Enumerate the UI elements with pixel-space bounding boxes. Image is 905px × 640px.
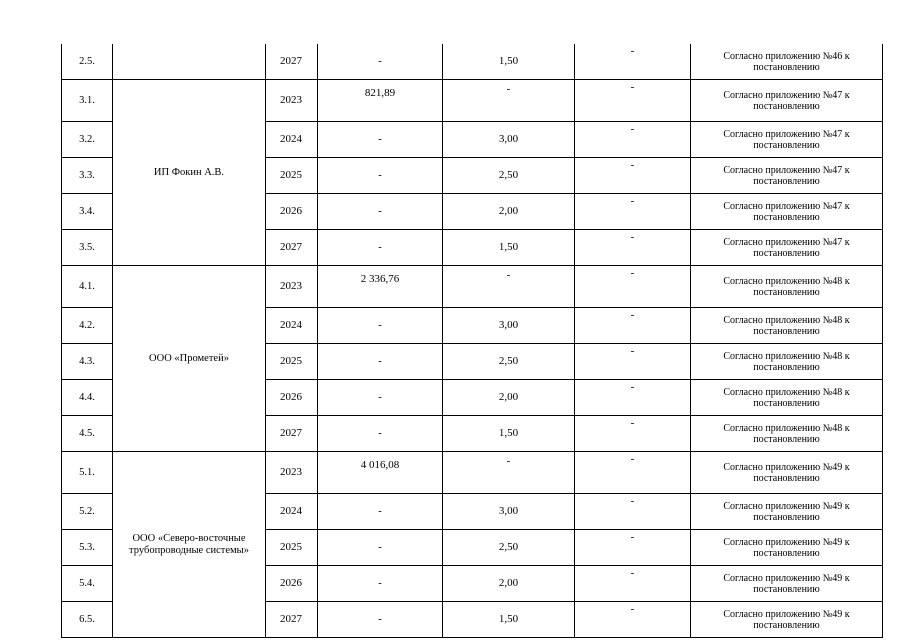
year-cell: 2024 — [266, 308, 318, 344]
note-cell: Согласно приложению №49 к постановлению — [691, 602, 883, 638]
value-cell-3: - — [575, 566, 691, 602]
table-row — [62, 452, 883, 494]
value-cell-3: - — [575, 230, 691, 266]
note-cell: Согласно приложению №48 к постановлению — [691, 380, 883, 416]
table-row — [62, 80, 883, 122]
row-number: 5.1. — [62, 452, 113, 494]
value-cell-1: - — [318, 494, 443, 530]
value-cell-2: 3,00 — [443, 308, 575, 344]
value-cell-2: 3,00 — [443, 494, 575, 530]
row-number: 6.5. — [62, 602, 113, 638]
note-cell: Согласно приложению №47 к постановлению — [691, 194, 883, 230]
value-cell-3: - — [575, 80, 691, 122]
organization-cell: ООО «Северо-восточные трубопроводные системы» — [113, 452, 266, 638]
value-cell-1: - — [318, 566, 443, 602]
tariff-table — [61, 44, 883, 638]
table-row — [62, 44, 883, 80]
row-number: 2.5. — [62, 44, 113, 80]
value-cell-1: - — [318, 416, 443, 452]
note-cell: Согласно приложению №47 к постановлению — [691, 230, 883, 266]
note-cell: Согласно приложению №49 к постановлению — [691, 530, 883, 566]
value-cell-1: - — [318, 230, 443, 266]
value-cell-2: 2,00 — [443, 194, 575, 230]
value-cell-1: - — [318, 158, 443, 194]
value-cell-1: - — [318, 530, 443, 566]
note-cell: Согласно приложению №48 к постановлению — [691, 344, 883, 380]
note-cell: Согласно приложению №48 к постановлению — [691, 266, 883, 308]
value-cell-3: - — [575, 158, 691, 194]
value-cell-1: - — [318, 344, 443, 380]
value-cell-3: - — [575, 194, 691, 230]
value-cell-2: 1,50 — [443, 230, 575, 266]
value-cell-3: - — [575, 122, 691, 158]
value-cell-2: 2,50 — [443, 344, 575, 380]
year-cell: 2027 — [266, 230, 318, 266]
row-number: 3.3. — [62, 158, 113, 194]
year-cell: 2026 — [266, 194, 318, 230]
value-cell-2: 1,50 — [443, 44, 575, 80]
row-number: 4.3. — [62, 344, 113, 380]
note-cell: Согласно приложению №47 к постановлению — [691, 80, 883, 122]
value-cell-2: - — [443, 80, 575, 122]
year-cell: 2025 — [266, 344, 318, 380]
value-cell-1: 821,89 — [318, 80, 443, 122]
row-number: 4.4. — [62, 380, 113, 416]
value-cell-2: 2,50 — [443, 530, 575, 566]
value-cell-3: - — [575, 494, 691, 530]
year-cell: 2024 — [266, 122, 318, 158]
row-number: 4.2. — [62, 308, 113, 344]
organization-cell — [113, 44, 266, 80]
value-cell-1: - — [318, 194, 443, 230]
row-number: 5.4. — [62, 566, 113, 602]
row-number: 5.2. — [62, 494, 113, 530]
year-cell: 2025 — [266, 530, 318, 566]
value-cell-1: - — [318, 602, 443, 638]
value-cell-2: - — [443, 452, 575, 494]
value-cell-2: - — [443, 266, 575, 308]
value-cell-3: - — [575, 44, 691, 80]
value-cell-1: 4 016,08 — [318, 452, 443, 494]
row-number: 5.3. — [62, 530, 113, 566]
organization-cell: ИП Фокин А.В. — [113, 80, 266, 266]
value-cell-2: 2,00 — [443, 566, 575, 602]
note-cell: Согласно приложению №47 к постановлению — [691, 158, 883, 194]
value-cell-2: 1,50 — [443, 416, 575, 452]
value-cell-2: 3,00 — [443, 122, 575, 158]
value-cell-3: - — [575, 266, 691, 308]
year-cell: 2027 — [266, 602, 318, 638]
year-cell: 2027 — [266, 416, 318, 452]
year-cell: 2026 — [266, 380, 318, 416]
year-cell: 2023 — [266, 80, 318, 122]
value-cell-3: - — [575, 380, 691, 416]
value-cell-2: 2,00 — [443, 380, 575, 416]
row-number: 3.2. — [62, 122, 113, 158]
value-cell-1: - — [318, 380, 443, 416]
note-cell: Согласно приложению №49 к постановлению — [691, 452, 883, 494]
value-cell-3: - — [575, 308, 691, 344]
row-number: 4.1. — [62, 266, 113, 308]
value-cell-2: 2,50 — [443, 158, 575, 194]
value-cell-1: 2 336,76 — [318, 266, 443, 308]
note-cell: Согласно приложению №46 к постановлению — [691, 44, 883, 80]
row-number: 3.4. — [62, 194, 113, 230]
row-number: 4.5. — [62, 416, 113, 452]
year-cell: 2026 — [266, 566, 318, 602]
table-row — [62, 266, 883, 308]
note-cell: Согласно приложению №49 к постановлению — [691, 494, 883, 530]
year-cell: 2025 — [266, 158, 318, 194]
value-cell-2: 1,50 — [443, 602, 575, 638]
note-cell: Согласно приложению №49 к постановлению — [691, 566, 883, 602]
year-cell: 2027 — [266, 44, 318, 80]
value-cell-3: - — [575, 344, 691, 380]
row-number: 3.1. — [62, 80, 113, 122]
organization-cell: ООО «Прометей» — [113, 266, 266, 452]
note-cell: Согласно приложению №48 к постановлению — [691, 416, 883, 452]
row-number: 3.5. — [62, 230, 113, 266]
value-cell-3: - — [575, 452, 691, 494]
year-cell: 2024 — [266, 494, 318, 530]
note-cell: Согласно приложению №47 к постановлению — [691, 122, 883, 158]
value-cell-3: - — [575, 602, 691, 638]
value-cell-1: - — [318, 122, 443, 158]
note-cell: Согласно приложению №48 к постановлению — [691, 308, 883, 344]
year-cell: 2023 — [266, 452, 318, 494]
value-cell-1: - — [318, 308, 443, 344]
value-cell-3: - — [575, 530, 691, 566]
value-cell-1: - — [318, 44, 443, 80]
value-cell-3: - — [575, 416, 691, 452]
year-cell: 2023 — [266, 266, 318, 308]
